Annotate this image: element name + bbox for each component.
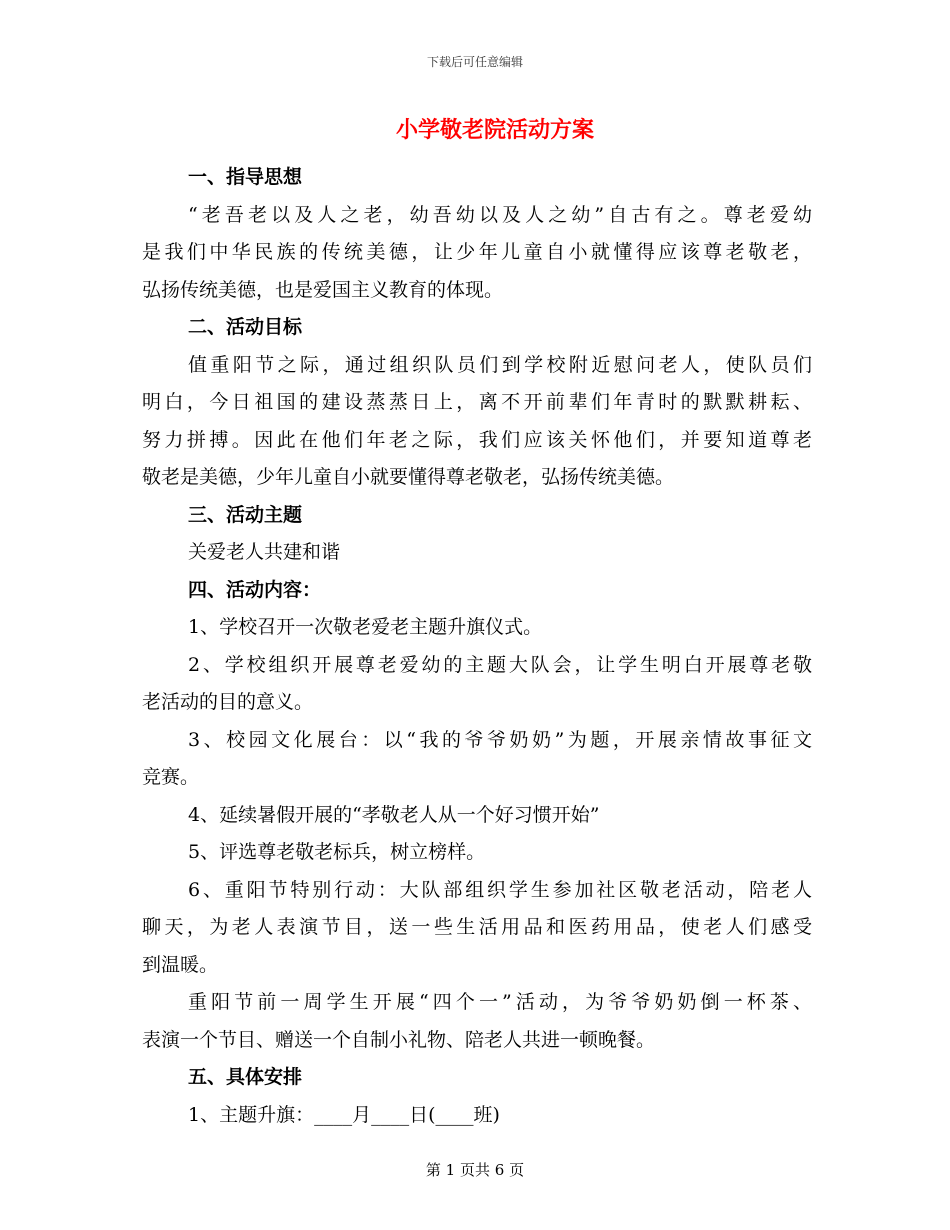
paragraph-line: 聊天，为老人表演节目，送一些生活用品和医药用品，使老人们感受 xyxy=(142,916,812,938)
paragraph-line: 是我们中华民族的传统美德，让少年儿童自小就懂得应该尊老敬老， xyxy=(142,241,812,263)
paragraph-line: 弘扬传统美德，也是爱国主义教育的体现。 xyxy=(142,278,504,301)
paragraph-line: 重阳节前一周学生开展“四个一”活动，为爷爷奶奶倒一杯茶、 xyxy=(188,991,812,1013)
page-footer: 第 1 页共 6 页 xyxy=(425,1161,525,1179)
paragraph-line: 5、评选尊老敬老标兵，树立榜样。 xyxy=(188,841,486,863)
document-title: 小学敬老院活动方案 xyxy=(395,118,594,143)
paragraph-line: 关爱老人共建和谐 xyxy=(188,541,341,563)
paragraph-line: 2、学校组织开展尊老爱幼的主题大队会，让学生明白开展尊老敬 xyxy=(188,653,812,676)
paragraph-line: 1、学校召开一次敬老爱老主题升旗仪式。 xyxy=(188,616,543,638)
paragraph-line: 4、延续暑假开展的“孝敬老人从一个好习惯开始” xyxy=(188,803,600,826)
paragraph-line: 值重阳节之际，通过组织队员们到学校附近慰问老人，使队员们 xyxy=(188,353,812,376)
paragraph-line: 敬老是美德，少年儿童自小就要懂得尊老敬老，弘扬传统美德。 xyxy=(142,466,675,488)
paragraph-line: 明白，今日祖国的建设蒸蒸日上，离不开前辈们年青时的默默耕耘、 xyxy=(142,391,812,413)
paragraph-line: 到温暖。 xyxy=(142,953,219,976)
header-note: 下载后可任意编辑 xyxy=(426,55,523,69)
section-heading: 三、活动主题 xyxy=(188,503,303,526)
document-body xyxy=(142,158,812,1133)
paragraph-line: 竞赛。 xyxy=(142,766,200,788)
paragraph-line: “老吾老以及人之老，幼吾幼以及人之幼”自古有之。尊老爱幼 xyxy=(188,203,812,226)
section-heading: 五、具体安排 xyxy=(188,1066,303,1088)
paragraph-line: 6、重阳节特别行动：大队部组织学生参加社区敬老活动，陪老人 xyxy=(188,878,812,901)
paragraph-line: 3、校园文化展台：以“我的爷爷奶奶”为题，开展亲情故事征文 xyxy=(188,728,812,751)
paragraph-line: 表演一个节目、赠送一个自制小礼物、陪老人共进一顿晚餐。 xyxy=(142,1028,656,1051)
paragraph-line: 老活动的目的意义。 xyxy=(142,691,314,713)
section-heading: 四、活动内容： xyxy=(188,578,322,601)
section-heading: 一、指导思想 xyxy=(188,166,303,188)
paragraph-line: 1、主题升旗：____月____日(____班) xyxy=(188,1103,500,1126)
paragraph-line: 努力拼搏。因此在他们年老之际，我们应该关怀他们，并要知道尊老 xyxy=(142,428,812,451)
section-heading: 二、活动目标 xyxy=(188,316,303,338)
